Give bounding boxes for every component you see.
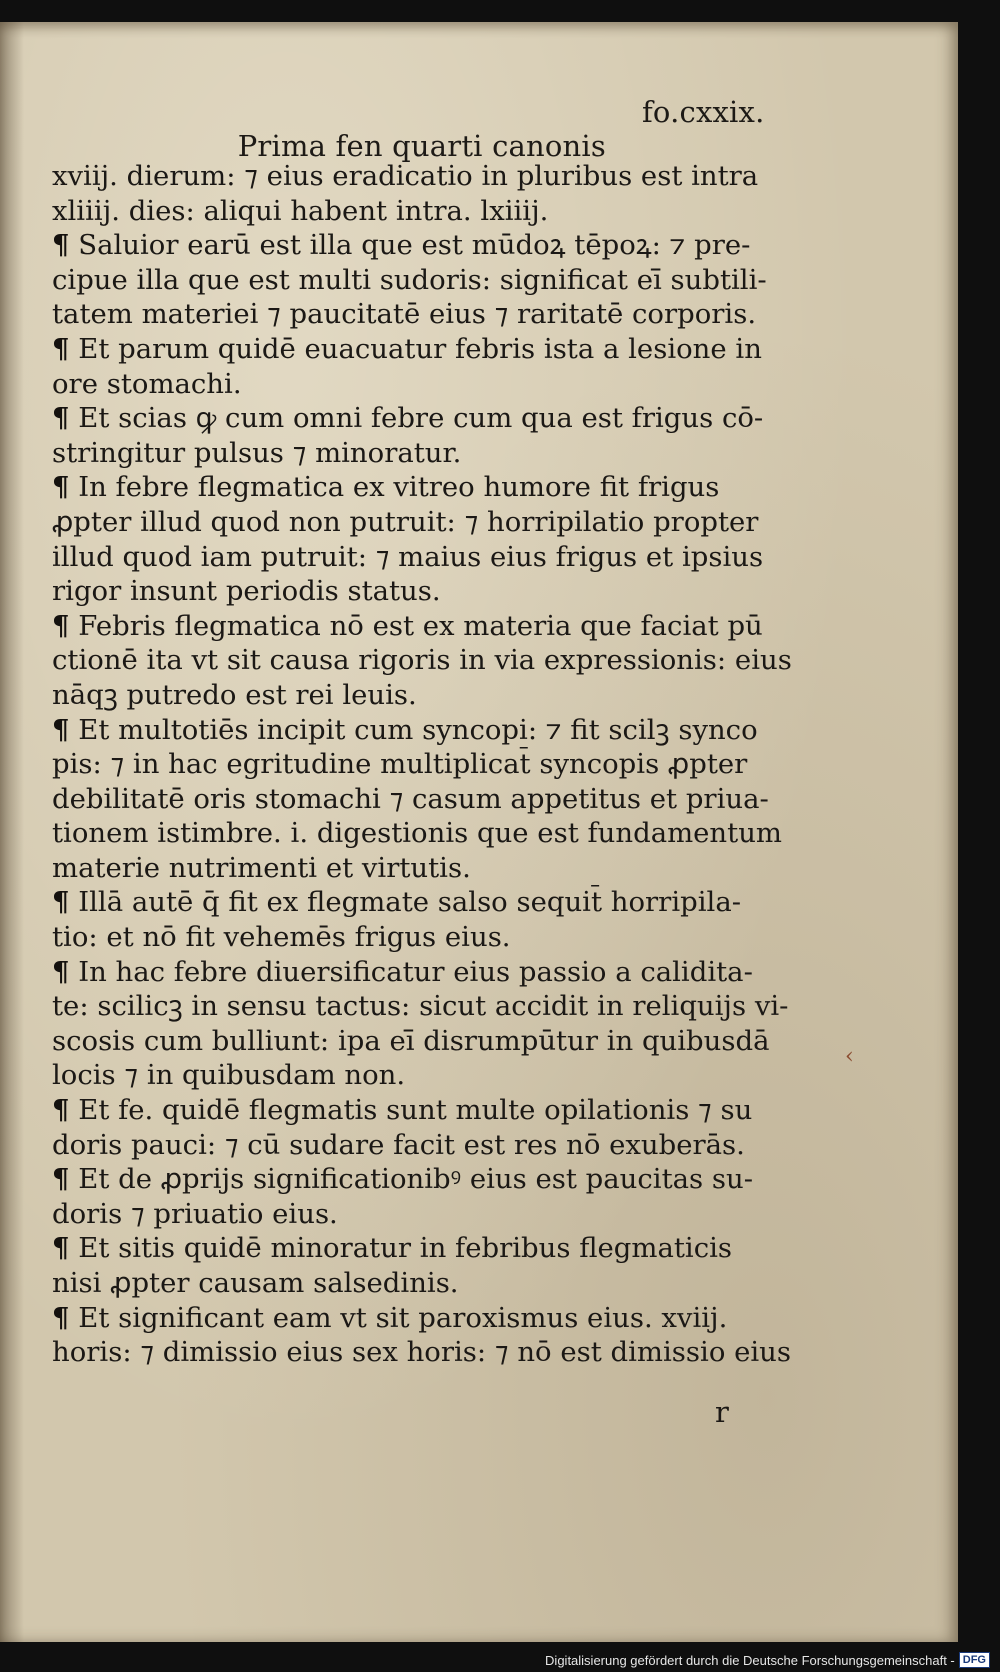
text-line: ¶ Et parum quidē euacuatur febris ista a lesione in [52,332,762,365]
text-line: ¶ Et de ꝓprijs significationibꝰ eius est paucitas su- [52,1163,754,1196]
text-line: ¶ Febris flegmatica nō est ex materia que faciat pū [52,609,763,642]
text-line: te: scilicꝫ in sensu tactus: sicut accidit in reliquijs vi- [52,990,789,1023]
text-line: nisi ꝓpter causam salsedinis. [52,1267,459,1299]
paragraph-mark-icon: ¶ [52,1163,70,1196]
running-title: Prima fen quarti canonis [237,129,606,163]
text-line: stringitur pulsus ⁊ minoratur. [52,436,462,469]
folio-number: fo.cxxix. [642,95,765,129]
text-line: ctionē ita vt sit causa rigoris in via expressionis: eius [52,644,792,677]
paragraph-mark-icon: ¶ [52,1301,70,1334]
signature-mark: r [715,1395,729,1429]
text-line: ¶ In febre flegmatica ex vitreo humore fit frigus [52,471,720,504]
footer-credit: Digitalisierung gefördert durch die Deutsche Forschungsgemeinschaft - [545,1652,955,1668]
text-line: ¶ Et significant eam vt sit paroxismus eius. xviij. [52,1301,728,1334]
text-line: horis: ⁊ dimissio eius sex horis: ⁊ nō est dimissio eius [52,1336,792,1369]
dfg-logo-icon: DFG [959,1652,990,1668]
text-line: scosis cum bulliunt: ipa eī̄ disrumpūtur in quibusdā [52,1024,770,1057]
text-line: ore stomachi. [52,367,242,400]
text-line: tionem istimbre. i. digestionis que est fundamentum [52,817,782,850]
paragraph-mark-icon: ¶ [52,229,70,262]
text-line: debilitatē oris stomachi ⁊ casum appetitus et priua- [52,782,769,815]
text-line: ¶ Et multotiēs incipit cum syncopi: ⁊ fit scilꝫ synco [52,713,758,746]
paragraph-mark-icon: ¶ [52,1094,70,1127]
paragraph-mark-icon: ¶ [52,402,70,435]
paragraph-mark-icon: ¶ [52,713,70,746]
text-block [52,159,832,1370]
text-line: nāqꝫ putredo est rei leuis. [52,678,417,711]
text-line: ¶ Et sitis quidē minoratur in febribus flegmaticis [52,1232,733,1265]
text-line: doris pauci: ⁊ cū sudare facit est res nō exuberās. [52,1128,745,1161]
book-page [0,22,958,1642]
text-line: xviij. dierum: ⁊ eius eradicatio in pluribus est intra [52,160,759,192]
digitization-footer [545,1652,990,1668]
page-gutter-shadow [0,22,24,1642]
text-line: illud quod iam putruit: ⁊ maius eius frigus et ipsius [52,540,764,573]
text-line: ¶ Illā autē q̄ fit ex flegmate salso sequit̄ horripila- [52,886,742,919]
text-line: ¶ Et scias ꝙ cum omni febre cum qua est frigus cō- [52,402,764,435]
text-line: ¶ Et fe. quidē flegmatis sunt multe opilationis ⁊ su [52,1094,753,1127]
margin-mark: ‹ [845,1044,854,1069]
text-line: pis: ⁊ in hac egritudine multiplicat̄ syncopis ꝓpter [52,748,748,781]
text-line: cipue illa que est multi sudoris: significat eī̄ subtili- [52,263,767,296]
text-line: doris ⁊ priuatio eius. [52,1197,338,1230]
paragraph-mark-icon: ¶ [52,332,70,365]
text-line: ¶ In hac febre diuersificatur eius passio a calidita- [52,955,753,988]
text-line: rigor insunt periodis status. [52,575,441,608]
paragraph-mark-icon: ¶ [52,471,70,504]
text-line: ¶ Saluior earū est illa que est mūdoꝝ tēpoꝝ: ⁊ pre- [52,229,751,262]
paragraph-mark-icon: ¶ [52,609,70,642]
text-line: tio: et nō fit vehemēs frigus eius. [52,921,511,954]
paragraph-mark-icon: ¶ [52,886,70,919]
paragraph-mark-icon: ¶ [52,1232,70,1265]
text-line: tatem materiei ⁊ paucitatē eius ⁊ raritatē corporis. [52,298,757,331]
text-line: xliiij. dies: aliqui habent intra. lxiiij. [52,194,549,227]
text-line: ꝓpter illud quod non putruit: ⁊ horripilatio propter [52,505,759,538]
paragraph-mark-icon: ¶ [52,955,70,988]
text-line: locis ⁊ in quibusdam non. [52,1059,406,1092]
text-line: materie nutrimenti et virtutis. [52,851,471,884]
